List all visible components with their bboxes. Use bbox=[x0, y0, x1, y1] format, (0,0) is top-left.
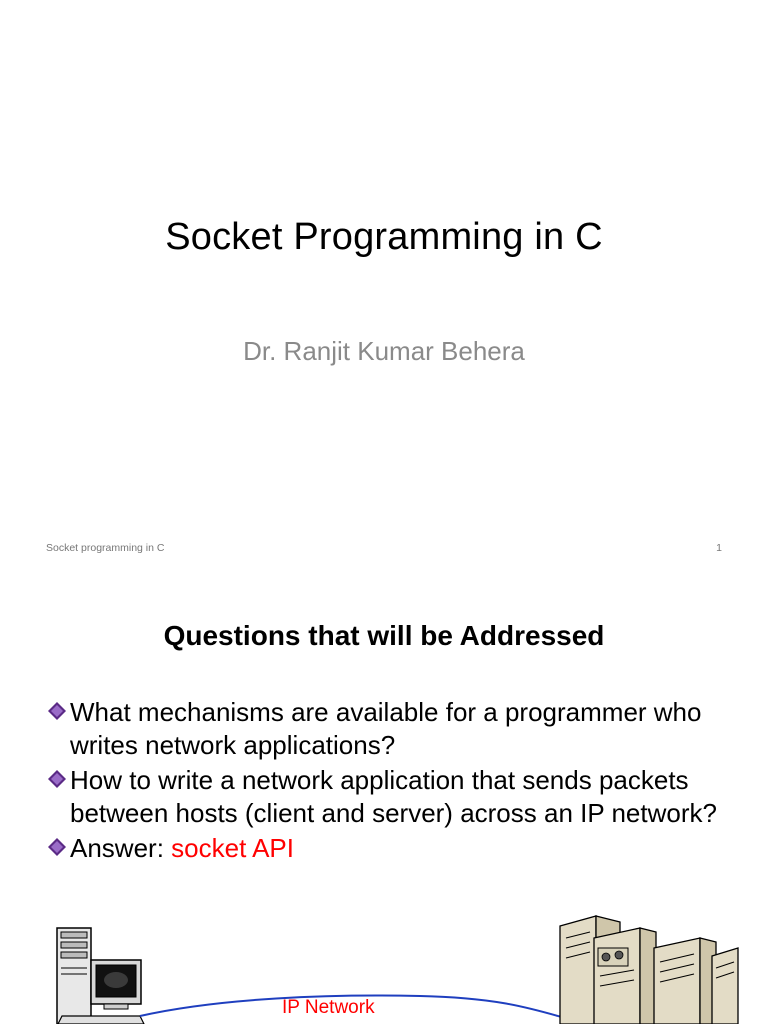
bullet-item bbox=[44, 764, 744, 830]
bullet-item bbox=[44, 832, 744, 865]
bullet-text: What mechanisms are available for a programmer who writes network applications? bbox=[70, 697, 702, 760]
content-slide bbox=[0, 576, 768, 1024]
slide-footer: Socket programming in C bbox=[46, 542, 165, 554]
diamond-bullet-icon bbox=[46, 764, 68, 797]
slide-subtitle: Dr. Ranjit Kumar Behera bbox=[243, 336, 525, 366]
bullet-text: Answer: bbox=[70, 833, 172, 863]
server-rack-icon bbox=[560, 916, 738, 1024]
diamond-bullet-icon bbox=[46, 696, 68, 729]
page-number: 1 bbox=[716, 542, 722, 554]
slide-title: Socket Programming in C bbox=[165, 216, 603, 258]
slide-title: Questions that will be Addressed bbox=[163, 620, 605, 651]
client-computer-icon bbox=[57, 928, 144, 1024]
bullet-text: How to write a network application that sends packets between hosts (client and server) across an IP network? bbox=[70, 765, 717, 828]
bullet-list bbox=[44, 696, 744, 867]
network-label: IP Network bbox=[282, 997, 375, 1018]
answer-highlight: socket API bbox=[171, 833, 294, 863]
bullet-item bbox=[44, 696, 744, 762]
network-illustration bbox=[0, 912, 768, 1024]
diamond-bullet-icon bbox=[46, 832, 68, 865]
